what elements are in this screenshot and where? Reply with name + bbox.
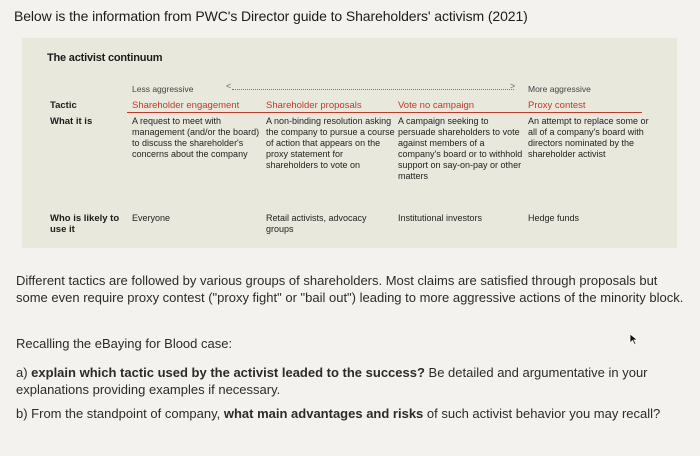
row-label-what: What it is bbox=[50, 116, 93, 127]
question-b-prefix: b) From the standpoint of company, bbox=[16, 406, 224, 421]
tactic-shareholder-engagement: Shareholder engagement bbox=[132, 100, 240, 111]
who-proposals: Retail activists, advocacy groups bbox=[266, 213, 367, 234]
question-b-bold: what main advantages and risks bbox=[223, 406, 424, 421]
what-proposals: A non-binding resolution asking the company to pursue a course of action that appears on the proxy statement for shareholders to vote on bbox=[266, 116, 395, 170]
question-b-rest: of such activist behavior you may recall? bbox=[423, 406, 661, 421]
less-aggressive-label: Less aggressive bbox=[132, 84, 194, 94]
paragraph-tactics: Different tactics are followed by various groups of shareholders. Most claims are satisfied through proposals but some even require proxy contest ("proxy fight" or "bail out") leading to more aggressive actions of the minority block. bbox=[16, 273, 684, 305]
what-engagement: A request to meet with management (and/or the board) to discuss the shareholder's concerns about the company bbox=[132, 116, 260, 159]
who-vote-no: Institutional investors bbox=[398, 213, 483, 223]
row-label-tactic: Tactic bbox=[50, 100, 77, 111]
who-proxy-contest: Hedge funds bbox=[528, 213, 580, 223]
continuum-arrow-line bbox=[232, 89, 514, 90]
row-label-who: Who is likely to use it bbox=[50, 213, 120, 235]
what-proxy-contest: An attempt to replace some or all of a company's board with directors nominated by the shareholder activist bbox=[528, 116, 649, 159]
more-aggressive-label: More aggressive bbox=[528, 84, 591, 94]
paragraph-case: Recalling the eBaying for Blood case: bbox=[16, 336, 233, 351]
question-a-prefix: a) bbox=[16, 365, 32, 380]
mouse-pointer-icon bbox=[629, 333, 639, 345]
arrow-right-icon: > bbox=[510, 81, 516, 91]
who-engagement: Everyone bbox=[132, 213, 171, 223]
panel-title: The activist continuum bbox=[47, 52, 163, 64]
header-rule bbox=[127, 112, 642, 113]
question-b bbox=[16, 405, 686, 422]
tactic-shareholder-proposals: Shareholder proposals bbox=[266, 100, 362, 111]
arrow-left-icon: < bbox=[226, 81, 232, 91]
question-a bbox=[16, 364, 686, 398]
question-a-bold: explain which tactic used by the activist leaded to the success? bbox=[31, 365, 425, 380]
activist-continuum-panel bbox=[22, 38, 677, 248]
tactic-vote-no-campaign: Vote no campaign bbox=[398, 100, 475, 111]
tactic-proxy-contest: Proxy contest bbox=[528, 100, 586, 111]
what-vote-no: A campaign seeking to persuade shareholders to vote against members of a company's board or to withhold support on say-on-pay or other matters bbox=[398, 116, 523, 181]
page-heading: Below is the information from PWC's Director guide to Shareholders' activism (2021) bbox=[14, 8, 528, 24]
question-a-rest: Be detailed and argumentative in your explanations providing examples if necessary. bbox=[16, 365, 648, 397]
